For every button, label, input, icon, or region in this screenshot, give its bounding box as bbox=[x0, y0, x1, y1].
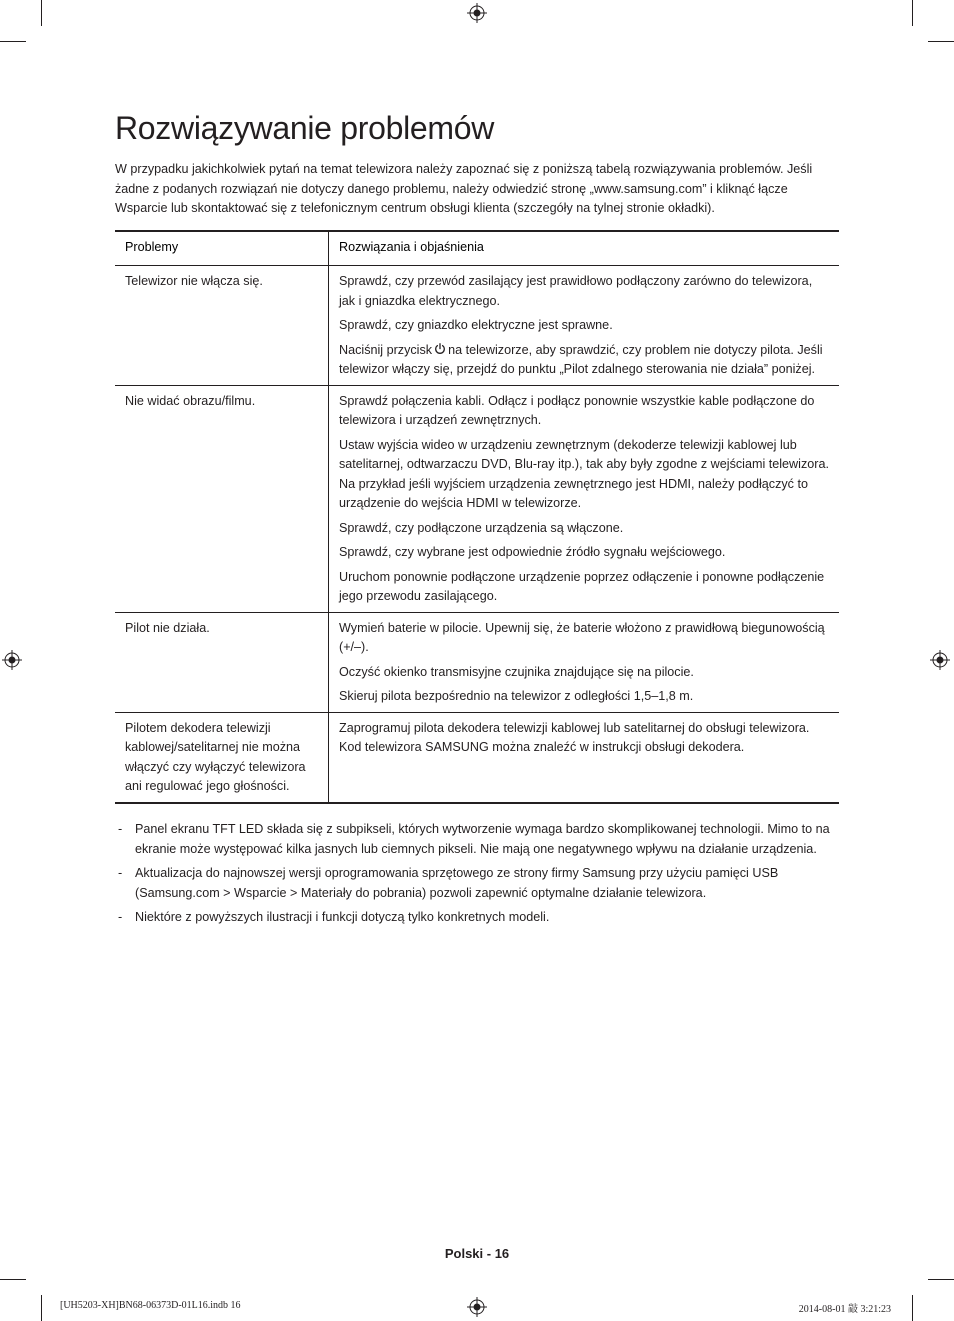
crop-mark-bottom-right-h bbox=[928, 1279, 954, 1280]
crop-mark-top-right-h bbox=[928, 41, 954, 42]
note-marker: - bbox=[118, 822, 123, 836]
solution-cell bbox=[329, 385, 840, 612]
solution-text: Ustaw wyjścia wideo w urządzeniu zewnętrznym (dekoderze telewizji kablowej lub satelitarnej, odtwarzaczu DVD, Blu-ray itp.), tak aby były zgodne z wejściami telewizora. Na przykład jeśli wyjściem urządzenia zewnętrznego jest HDMI, należy podłączyć to urządzenie do wejścia HDMI w telewizorze. bbox=[339, 437, 829, 510]
note-text: Aktualizacja do najnowszej wersji oprogramowania sprzętowego ze strony firmy Samsung przy użyciu pamięci USB (Samsung.com > Wsparcie > Materiały do pobrania) pozwoli zapewnić optymalne działanie telewizora. bbox=[135, 866, 779, 900]
table-header-row bbox=[115, 231, 839, 266]
crop-mark-top-right-v bbox=[912, 0, 913, 26]
registration-mark-icon bbox=[467, 1297, 487, 1317]
solution-text: Wymień baterie w pilocie. Upewnij się, że baterie włożono z prawidłową biegunowością (+/–). bbox=[339, 620, 825, 654]
notes-list bbox=[115, 820, 839, 933]
table-row bbox=[115, 385, 839, 612]
note-text: Niektóre z powyższych ilustracji i funkcji dotyczą tylko konkretnych modeli. bbox=[135, 910, 550, 924]
solution-text: Sprawdź, czy podłączone urządzenia są włączone. bbox=[339, 520, 624, 535]
note-item bbox=[115, 820, 839, 859]
note-marker: - bbox=[118, 866, 123, 880]
column-header-solutions: Rozwiązania i objaśnienia bbox=[329, 231, 840, 266]
troubleshooting-table bbox=[115, 230, 839, 804]
problem-cell: Nie widać obrazu/filmu. bbox=[115, 385, 329, 612]
solution-cell bbox=[329, 266, 840, 386]
solution-text: Uruchom ponownie podłączone urządzenie poprzez odłączenie i ponowne podłączenie jego przewodu zasilającego. bbox=[339, 569, 825, 603]
table-row bbox=[115, 612, 839, 712]
registration-mark-icon bbox=[930, 650, 950, 670]
solution-text-part: na telewizorze, aby sprawdzić, czy problem nie dotyczy pilota. Jeśli telewizor włączy się, przejdź do punktu „Pilot zdalnego sterowania nie działa” poniżej. bbox=[339, 342, 823, 376]
note-text: Panel ekranu TFT LED składa się z subpikseli, których wytworzenie wymaga bardzo skomplikowanej technologii. Mimo to na ekranie może występować kilka jasnych lub ciemnych pikseli. Nie mają one negatywnego wpływu na działanie urządzenia. bbox=[135, 822, 830, 856]
note-item bbox=[115, 908, 839, 928]
print-slug-file: [UH5203-XH]BN68-06373D-01L16.indb 16 bbox=[60, 1300, 241, 1311]
solution-text: Sprawdź połączenia kabli. Odłącz i podłącz ponownie wszystkie kable podłączone do telewizora i urządzeń zewnętrznych. bbox=[339, 393, 815, 427]
registration-mark-icon bbox=[2, 650, 22, 670]
note-marker: - bbox=[118, 910, 123, 924]
solution-cell bbox=[329, 712, 840, 803]
solution-text-part: Naciśnij przycisk bbox=[339, 342, 433, 357]
solution-text: Zaprogramuj pilota dekodera telewizji kablowej lub satelitarnej do obsługi telewizora. Kod telewizora SAMSUNG można znaleźć w instrukcji obsługi dekodera. bbox=[339, 720, 810, 754]
problem-cell: Telewizor nie włącza się. bbox=[115, 266, 329, 386]
problem-cell: Pilot nie działa. bbox=[115, 612, 329, 712]
solution-text: Skieruj pilota bezpośrednio na telewizor z odległości 1,5–1,8 m. bbox=[339, 689, 694, 703]
solution-text: Oczyść okienko transmisyjne czujnika znajdujące się na pilocie. bbox=[339, 664, 694, 679]
registration-mark-icon bbox=[467, 3, 487, 23]
solution-text: Sprawdź, czy wybrane jest odpowiednie źródło sygnału wejściowego. bbox=[339, 545, 726, 559]
page-number: Polski - 16 bbox=[444, 1246, 510, 1261]
solution-text: Sprawdź, czy gniazdko elektryczne jest sprawne. bbox=[339, 318, 613, 332]
solution-cell bbox=[329, 612, 840, 712]
crop-mark-top-left-h bbox=[0, 41, 26, 42]
intro-paragraph: W przypadku jakichkolwiek pytań na temat telewizora należy zapoznać się z poniższą tabelą rozwiązywania problemów. Jeśli żadne z podanych rozwiązań nie dotyczy danego problemu, należy odwiedzić stronę „www.samsung.com” i kliknąć łącze Wsparcie lub skontaktować się z telefonicznym centrum obsługi klienta (szczegóły na tylnej stronie okładki). bbox=[115, 162, 813, 215]
solution-text: Sprawdź, czy przewód zasilający jest prawidłowo podłączony zarówno do telewizora, jak i gniazdka elektrycznego. bbox=[339, 274, 813, 308]
note-item bbox=[115, 864, 839, 903]
crop-mark-bottom-right-v bbox=[912, 1295, 913, 1321]
column-header-problems: Problemy bbox=[115, 231, 329, 266]
page-title: Rozwiązywanie problemów bbox=[115, 110, 495, 146]
crop-mark-top-left-v bbox=[41, 0, 42, 26]
problem-cell: Pilotem dekodera telewizji kablowej/satelitarnej nie można włączyć czy wyłączyć telewizora ani regulować jego głośności. bbox=[115, 712, 329, 803]
table-row bbox=[115, 266, 839, 386]
solution-text-power bbox=[339, 341, 829, 380]
table-row bbox=[115, 712, 839, 803]
print-slug-timestamp: 2014-08-01 㪜 3:21:23 bbox=[798, 1304, 891, 1315]
power-icon bbox=[434, 342, 446, 354]
crop-mark-bottom-left-v bbox=[41, 1295, 42, 1321]
crop-mark-bottom-left-h bbox=[0, 1279, 26, 1280]
